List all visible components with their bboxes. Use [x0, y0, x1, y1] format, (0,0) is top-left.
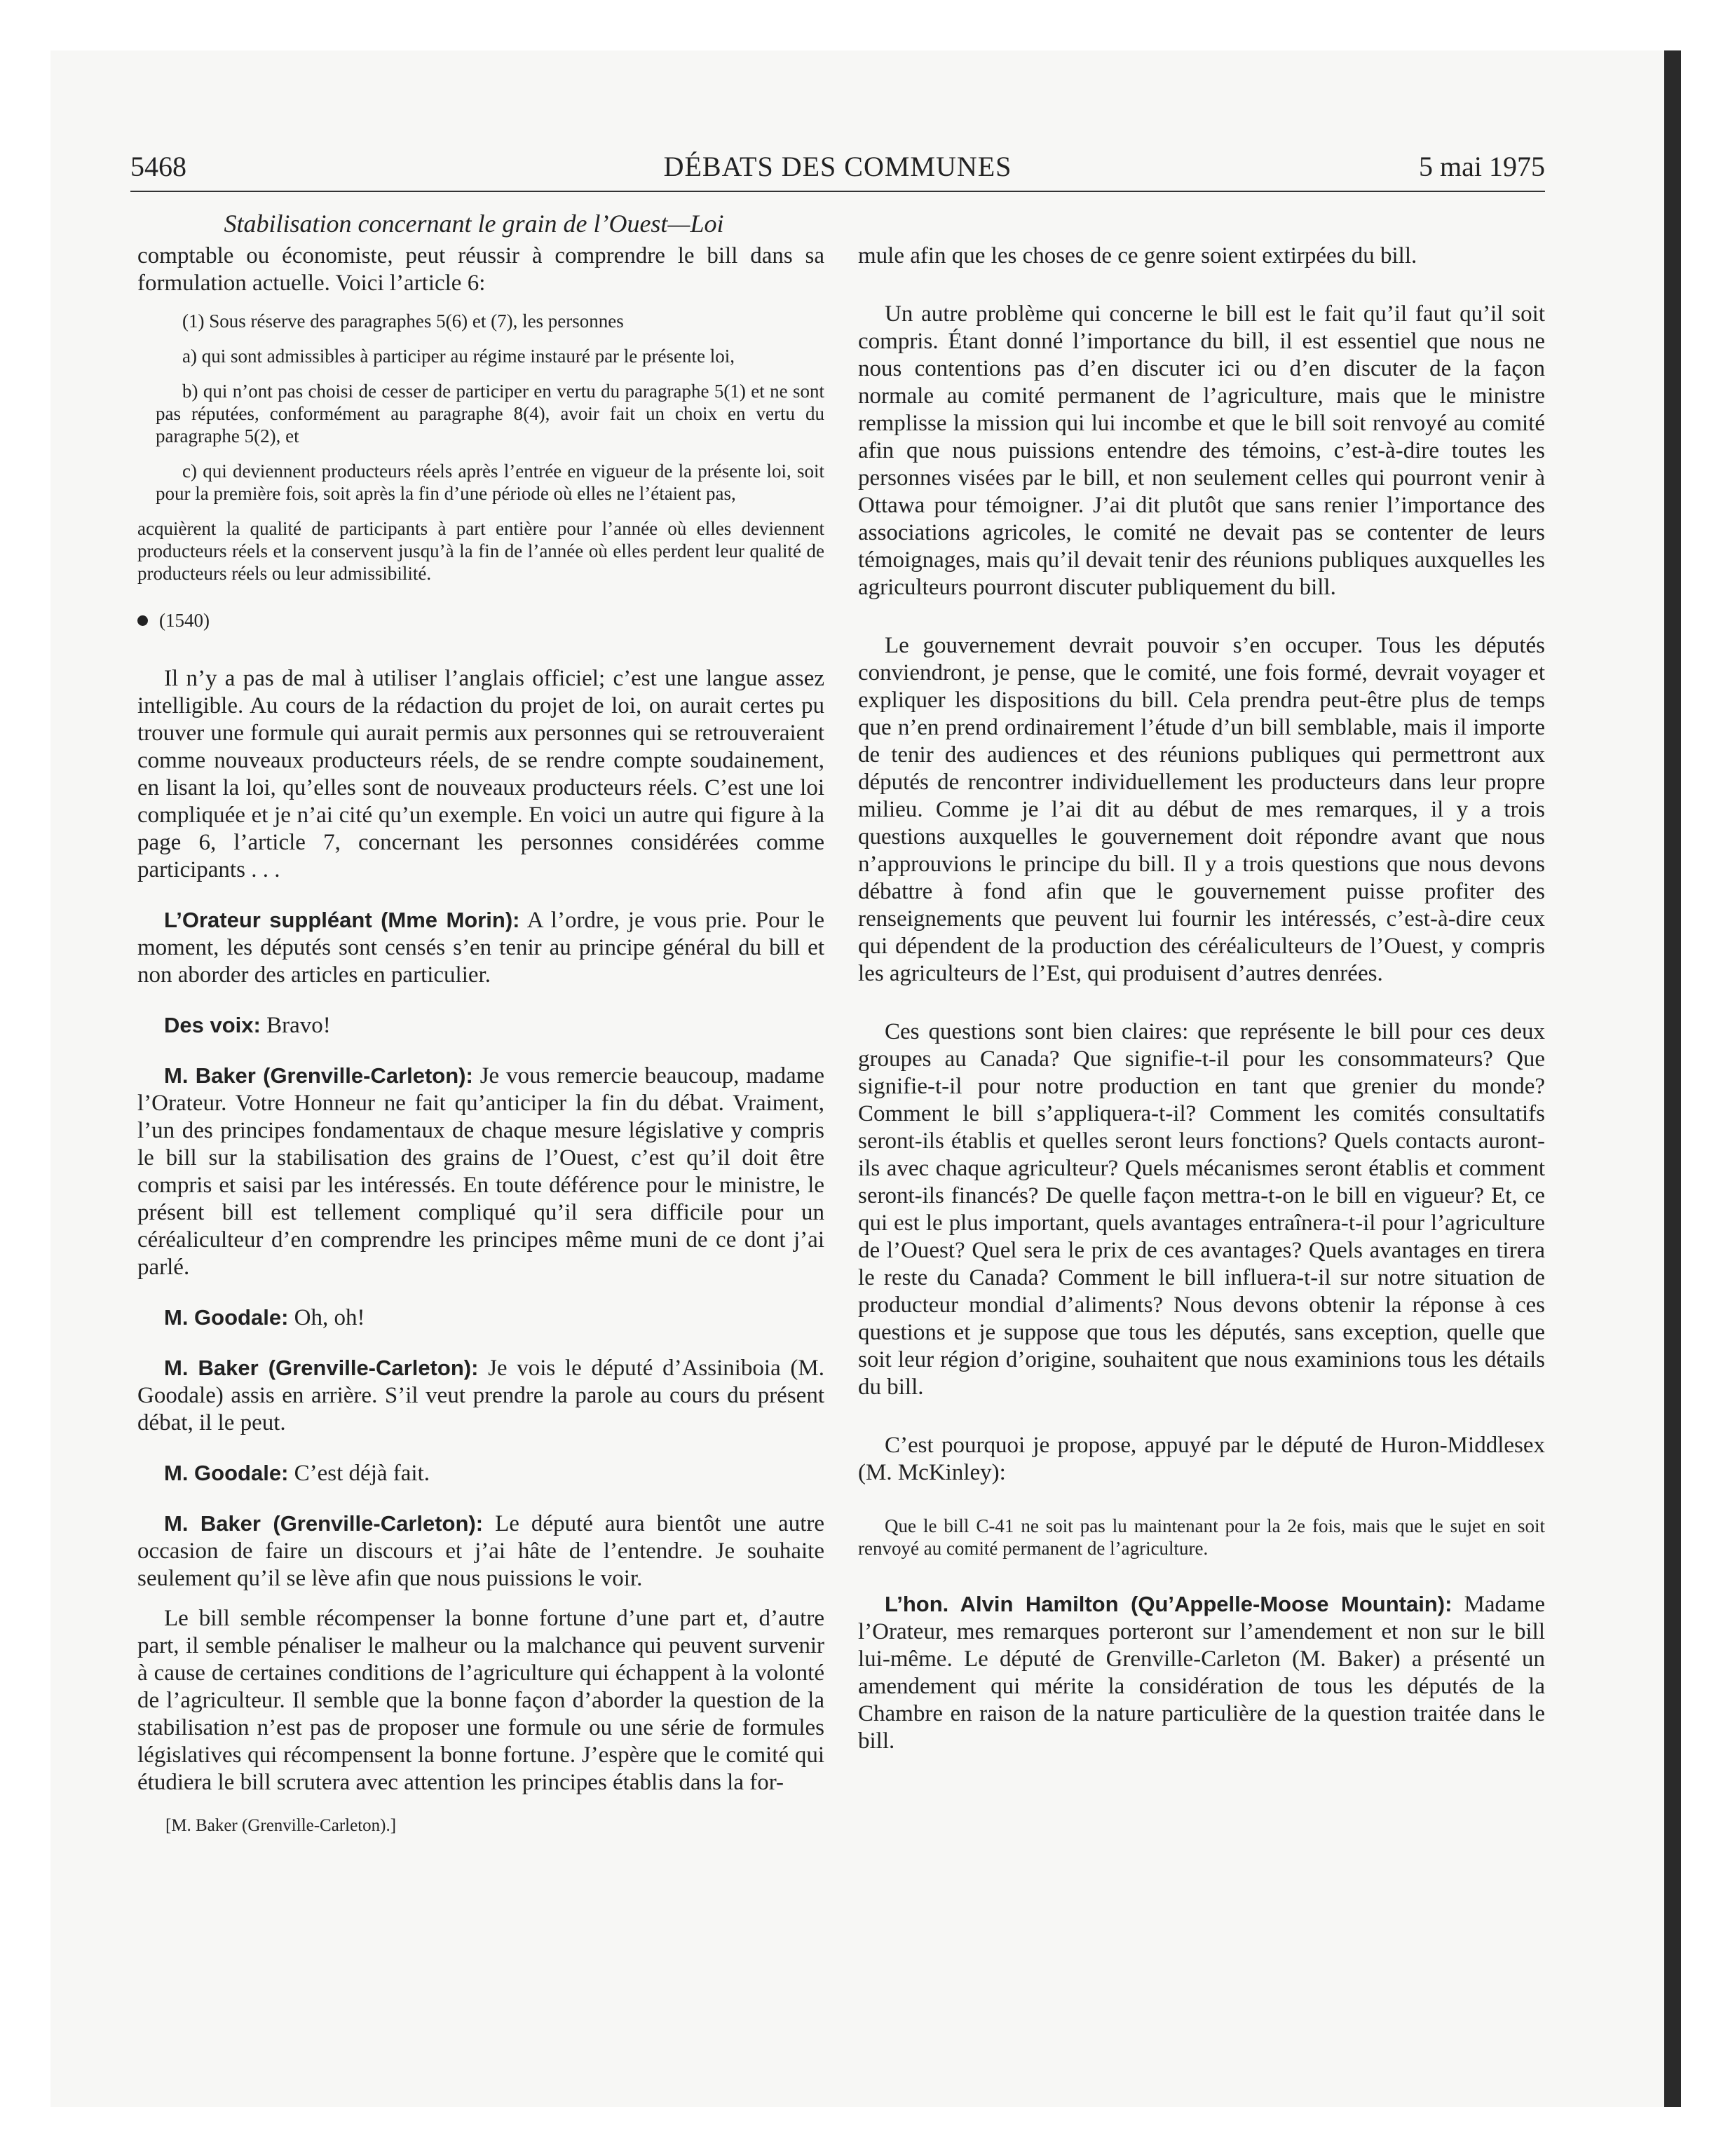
speech-text: Bravo!: [266, 1013, 331, 1038]
scan-edge-bar: [1664, 50, 1681, 2107]
quote-line: acquièrent la qualité de participants à part entière pour l’année où elles deviennent producteurs réels et la conservent jusqu’à la fin de l’année où elles perdent leur qualité de producteurs réels ou leur admissibilité.: [137, 518, 824, 584]
running-head: Stabilisation concernant le grain de l’Ouest—Loi: [224, 210, 724, 238]
paragraph: mule afin que les choses de ce genre soient extirpées du bill.: [858, 243, 1417, 268]
quote-line: (1) Sous réserve des paragraphes 5(6) et (7), les personnes: [182, 311, 624, 332]
speech-text: C’est déjà fait.: [294, 1461, 430, 1486]
speaker-name: M. Baker (Grenville-Carleton):: [164, 1511, 484, 1536]
timestamp-text: (1540): [159, 610, 210, 631]
timestamp: [137, 607, 824, 634]
speaker-name: Des voix:: [164, 1013, 261, 1037]
quote-line: c) qui deviennent producteurs réels après l’entrée en vigueur de la présente loi, soit pour la première fois, soit après la fin d’une période où elles ne l’étaient pas,: [156, 460, 824, 504]
speech: [137, 1304, 824, 1332]
speech-text: Je vois le député d’Assiniboia (M. Goodale) assis en arrière. S’il veut prendre la parole au cours du présent débat, il le peut.: [137, 1356, 824, 1435]
motion-text: Que le bill C-41 ne soit pas lu maintenant pour la 2e fois, mais que le sujet en soit renvoyé au comité permanent de l’agriculture.: [858, 1515, 1545, 1559]
bullet-icon: [137, 615, 148, 626]
speech: [137, 1459, 824, 1487]
publication-title: DÉBATS DES COMMUNES: [663, 151, 1012, 182]
speaker-name: M. Baker (Grenville-Carleton):: [164, 1356, 479, 1380]
speaker-name: L’Orateur suppléant (Mme Morin):: [164, 908, 520, 932]
speech-text: Je vous remercie beaucoup, madame l’Orateur. Votre Honneur ne fait qu’anticiper la fin du débat. Vraiment, l’un des principes fondamentaux de chaque mesure législative y compris le bill sur la stabilisation des grains de l’Ouest, c’est qu’il doit être compris et saisi par les intéressés. En toute déférence pour le ministre, le présent bill est tellement compliqué qu’il sera difficile pour un céréaliculteur d’en comprendre les principes même muni de ce dont j’ai parlé.: [137, 1063, 824, 1280]
issue-date: 5 mai 1975: [1419, 151, 1545, 182]
speech-text: Oh, oh!: [294, 1305, 365, 1330]
page-header: [130, 150, 1545, 192]
speaker-attribution: [M. Baker (Grenville-Carleton).]: [165, 1816, 397, 1835]
quote-line: b) qui n’ont pas choisi de cesser de participer en vertu du paragraphe 5(1) et ne sont pas réputées, conformément au paragraphe 8(4), avoir fait un choix en vertu du paragraphe 5(2), et: [156, 381, 824, 446]
paragraph: Ces questions sont bien claires: que représente le bill pour ces deux groupes au Canada? Que signifie-t-il pour les consommateurs? Que signifie-t-il pour notre production en tant que grenier du monde? Comment le bill s’appliquera-t-il? Comment les comités consultatifs seront-ils établis et quelles seront leurs fonctions? Quels contacts auront-ils avec chaque agriculteur? Quels mécanismes seront établis et comment seront-ils financés? De quelle façon mettra-t-on le bill en vigueur? Et, ce qui est le plus important, quels avantages entraînera-t-il pour l’agriculture de l’Ouest? Quel sera le prix de ces avantages? Quels avantages en tirera le reste du Canada? Comment le bill influera-t-il sur notre situation de producteur mondial d’aliments? Nous devons obtenir la réponse à ces questions et je suppose que tous les députés, sans exception, quelle que soit leur région d’origine, souhaitent que nous examinions tous les détails du bill.: [858, 1019, 1545, 1400]
speaker-name: M. Goodale:: [164, 1305, 289, 1330]
paragraph: C’est pourquoi je propose, appuyé par le député de Huron-Middlesex (M. McKinley):: [858, 1433, 1545, 1485]
speaker-name: M. Goodale:: [164, 1461, 289, 1485]
speech: [137, 906, 824, 989]
speech-text: Madame l’Orateur, mes remarques porteront sur l’amendement et non sur le bill lui-même. Le député de Grenville-Carleton (M. Baker) a présenté un amendement qui mérite la considération de tous les députés de la Chambre en raison de la nature particulière de la question traitée dans le bill.: [858, 1592, 1546, 1754]
paragraph: Le gouvernement devrait pouvoir s’en occuper. Tous les députés conviendront, je pense, que le comité, une fois formé, devrait voyager et expliquer les dispositions du bill. Cela prendra peut-être plus de temps que n’en prend ordinairement l’étude d’un bill semblable, mais il importe de tenir des audiences et des réunions publiques qui permettront aux députés de rencontrer individuellement les producteurs dans leur propre milieu. Comme je l’ai dit au début de mes remarques, il y a trois questions auxquelles le gouvernement doit répondre avant que nous n’approuvions le principe du bill. Il y a trois questions que nous devons débattre à fond afin que le gouvernement puisse profiter des renseignements que peuvent lui fournir les intéressés, c’est-à-dire ceux qui dépendent de la production des céréaliculteurs de l’Ouest, y compris les agriculteurs de l’Est, qui produisent d’autres denrées.: [858, 633, 1545, 986]
paragraph: Il n’y a pas de mal à utiliser l’anglais officiel; c’est une langue assez intelligible. Au cours de la rédaction du projet de loi, on aurait certes pu trouver une formule qui aurait permis aux personnes qui se retrouveraient comme nouveaux producteurs réels, de se rendre compte soudainement, en lisant la loi, qu’elles sont de nouveaux producteurs réels. C’est une loi compliquée et je n’ai cité qu’un exemple. En voici un autre qui figure à la page 6, l’article 7, concernant les personnes considérées comme participants . . .: [137, 666, 824, 882]
paragraph: comptable ou économiste, peut réussir à comprendre le bill dans sa formulation actuelle. Voici l’article 6:: [137, 243, 824, 296]
paragraph: Le bill semble récompenser la bonne fortune d’une part et, d’autre part, il semble pénaliser le malheur ou la malchance qui peuvent survenir à cause de certaines conditions de l’agriculture qui échappent à la volonté de l’agriculteur. Il semble que la bonne façon d’aborder la question de la stabilisation n’est pas de proposer une formule ou une série de formules législatives qui récompensent la bonne fortune. J’espère que le comité qui étudiera le bill scrutera avec attention les principes établis dans la for-: [137, 1606, 824, 1795]
speech: [137, 1354, 824, 1437]
page-number: 5468: [130, 151, 186, 182]
speech-text: Le député aura bientôt une autre occasion de faire un discours et j’ai hâte de l’entendre. Je souhaite seulement qu’il se lève afin que nous puissions le voir.: [137, 1511, 824, 1591]
right-column: [858, 243, 1545, 1755]
paragraph: Un autre problème qui concerne le bill est le fait qu’il faut qu’il soit compris. Étant donné l’importance du bill, il est essentiel que nous ne nous contentions pas d’en discuter ici ou d’en discuter de la façon normale au comité permanent de l’agriculture, mais que le ministre remplisse la mission qui lui incombe et que le bill soit renvoyé au comité afin que nous puissions entendre des témoins, c’est-à-dire toutes les personnes visées par le bill, et non seulement celles qui pourront venir à Ottawa pour témoigner. J’ai dit plutôt que sans renier l’importance des associations agricoles, le comité ne devait pas se contenter de leurs témoignages, mais qu’il devait tenir des réunions publiques auxquelles les agriculteurs pourront discuter publiquement du bill.: [858, 301, 1545, 600]
speaker-name: M. Baker (Grenville-Carleton):: [164, 1063, 473, 1088]
speech: [137, 1510, 824, 1592]
speech: [858, 1590, 1545, 1755]
quote-line: a) qui sont admissibles à participer au régime instauré par le présente loi,: [182, 346, 735, 367]
speech: [137, 1062, 824, 1281]
speaker-name: L’hon. Alvin Hamilton (Qu’Appelle-Moose Mountain):: [885, 1592, 1452, 1616]
speech-text: A l’ordre, je vous prie. Pour le moment, les députés sont censés s’en tenir au principe général du bill et non aborder des articles en particulier.: [137, 908, 824, 988]
left-column: [137, 243, 824, 1839]
speech: [137, 1011, 824, 1039]
